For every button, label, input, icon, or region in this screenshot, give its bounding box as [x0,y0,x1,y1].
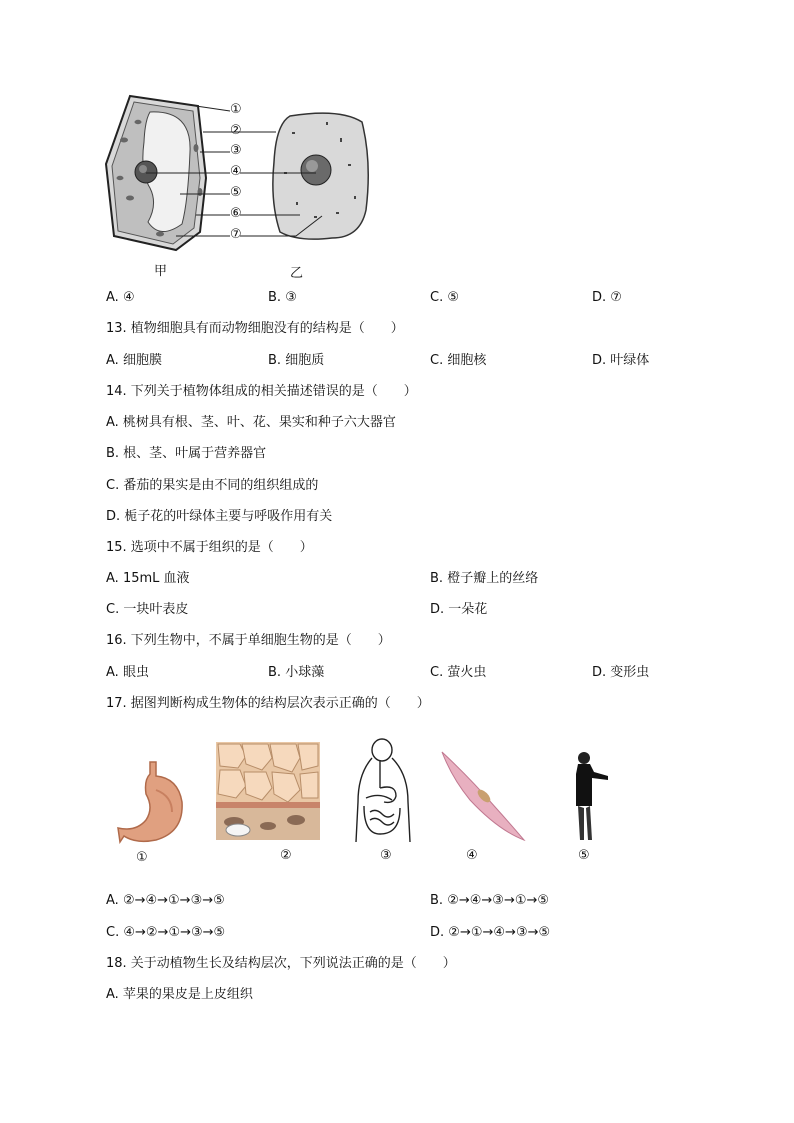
q15-option-b[interactable]: B. 橙子瓣上的丝络 [430,571,539,586]
muscle-cell-image [440,750,526,842]
figure17-label-3: ③ [380,848,392,863]
stomach-image [116,760,186,844]
q16-option-d[interactable]: D. 变形虫 [592,665,650,680]
q14-option-a[interactable]: A. 桃树具有根、茎、叶、花、果实和种子六大器官 [106,415,396,430]
q15-option-a[interactable]: A. 15mL 血液 [106,571,190,586]
q14-option-c[interactable]: C. 番茄的果实是由不同的组织组成的 [106,478,319,493]
q12-option-b[interactable]: B. ③ [268,290,297,305]
q12-option-d[interactable]: D. ⑦ [592,290,622,305]
figure-label-1: ① [230,102,242,117]
plant-nucleus [135,161,157,183]
q13-option-c[interactable]: C. 细胞核 [430,353,487,368]
cell-comparison-figure [100,92,370,282]
q16-stem: 16. 下列生物中，不属于单细胞生物的是（ ） [106,633,391,648]
q13-option-b[interactable]: B. 细胞质 [268,353,325,368]
q17-option-d[interactable]: D. ②→①→④→③→⑤ [430,925,551,940]
q18-option-a[interactable]: A. 苹果的果皮是上皮组织 [106,987,253,1002]
q16-option-b[interactable]: B. 小球藻 [268,665,325,680]
caption-plant-cell: 甲 [154,264,168,279]
q16-option-a[interactable]: A. 眼虫 [106,665,149,680]
figure-label-5: ⑤ [230,185,242,200]
q13-option-d[interactable]: D. 叶绿体 [592,353,650,368]
q13-option-a[interactable]: A. 细胞膜 [106,353,162,368]
q13-stem: 13. 植物细胞具有而动物细胞没有的结构是（ ） [106,321,404,336]
structure-levels-figure [110,738,620,868]
q15-stem: 15. 选项中不属于组织的是（ ） [106,540,313,555]
figure-label-4: ④ [230,164,242,179]
figure-label-6: ⑥ [230,206,242,221]
q14-option-d[interactable]: D. 栀子花的叶绿体主要与呼吸作用有关 [106,509,333,524]
tissue-image [216,742,320,840]
q12-option-c[interactable]: C. ⑤ [430,290,460,305]
figure17-label-4: ④ [466,848,478,863]
q17-option-c[interactable]: C. ④→②→①→③→⑤ [106,925,226,940]
figure17-label-5: ⑤ [578,848,590,863]
figure17-label-2: ② [280,848,292,863]
figure17-label-1: ① [136,850,148,865]
figure-label-2: ② [230,123,242,138]
q12-option-a[interactable]: A. ④ [106,290,135,305]
figure-label-7: ⑦ [230,227,242,242]
q15-option-c[interactable]: C. 一块叶表皮 [106,602,189,617]
q17-option-b[interactable]: B. ②→④→③→①→⑤ [430,893,550,908]
digestive-system-image [350,738,420,844]
q17-stem: 17. 据图判断构成生物体的结构层次表示正确的（ ） [106,696,430,711]
person-image [568,750,612,844]
q14-stem: 14. 下列关于植物体组成的相关描述错误的是（ ） [106,384,417,399]
caption-animal-cell: 乙 [290,266,304,281]
q15-option-d[interactable]: D. 一朵花 [430,602,488,617]
q18-stem: 18. 关于动植物生长及结构层次，下列说法正确的是（ ） [106,956,456,971]
q17-option-a[interactable]: A. ②→④→①→③→⑤ [106,893,225,908]
q14-option-b[interactable]: B. 根、茎、叶属于营养器官 [106,446,267,461]
q16-option-c[interactable]: C. 萤火虫 [430,665,487,680]
figure-label-3: ③ [230,143,242,158]
